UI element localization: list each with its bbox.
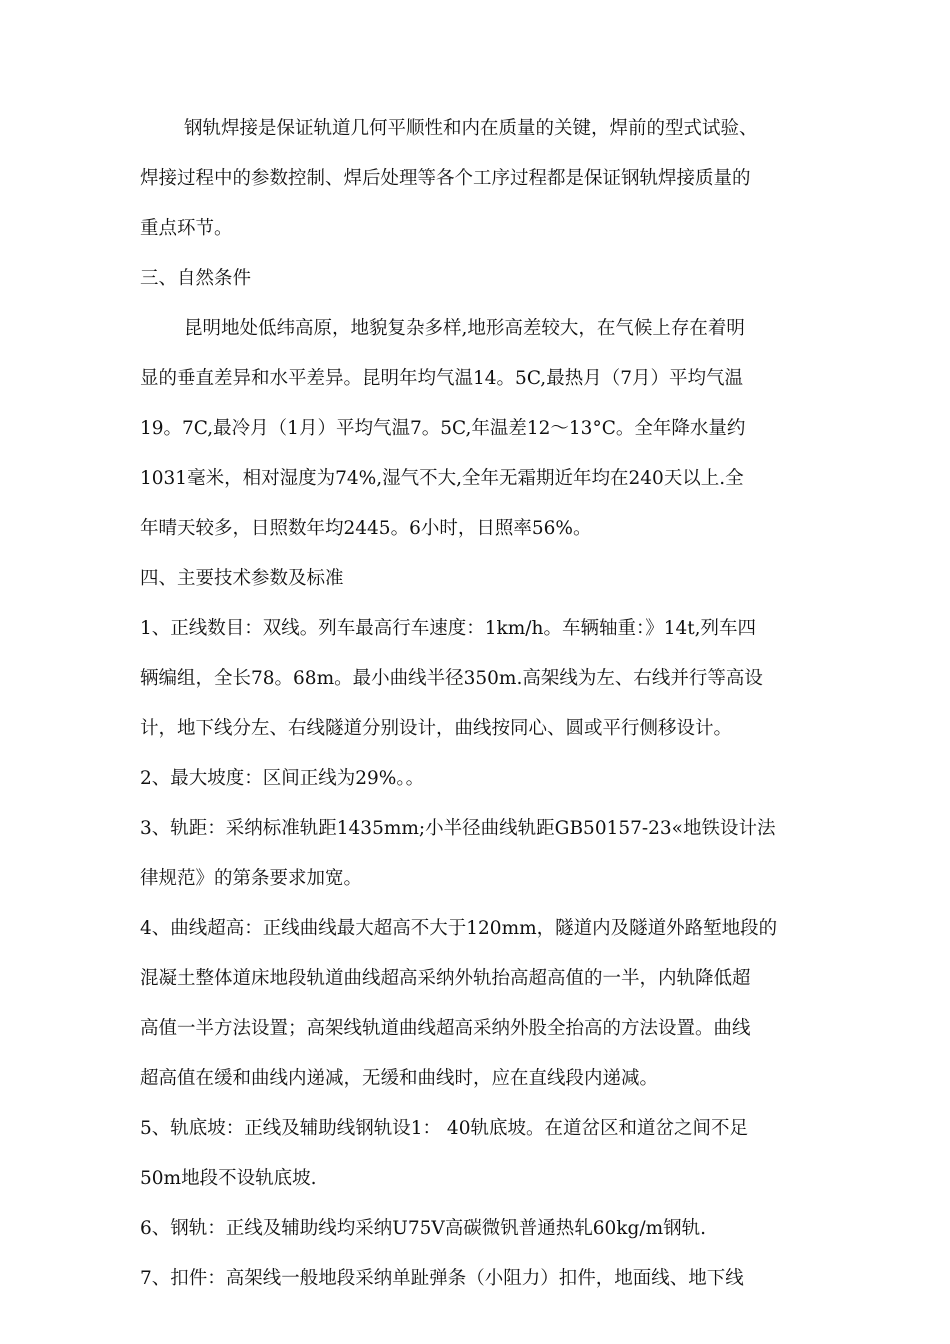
text-line: 混凝土整体道床地段轨道曲线超高采纳外轨抬高超高值的一半，内轨降低超 — [140, 968, 751, 989]
text-line: 4、曲线超高：正线曲线最大超高不大于120mm，隧道内及隧道外路堑地段的 — [140, 918, 778, 939]
text-line: 超高值在缓和曲线内递减，无缓和曲线时，应在直线段内递减。 — [140, 1068, 659, 1089]
text-line: 重点环节。 — [140, 218, 233, 239]
text-line: 1031毫米，相对湿度为74%,湿气不大,全年无霜期近年均在240天以上.全 — [140, 468, 744, 489]
text-line: 四、主要技术参数及标准 — [140, 568, 344, 589]
text-line: 7、扣件：高架线一般地段采纳单趾弹条（小阻力）扣件，地面线、地下线 — [140, 1268, 744, 1289]
text-line: 6、钢轨：正线及辅助线均采纳U75V高碳微钒普通热轧60kg/m钢轨. — [140, 1218, 707, 1239]
text-line: 19。7C,最冷月（1月）平均气温7。5C,年温差12〜13°C。全年降水量约 — [140, 418, 746, 439]
text-line: 高值一半方法设置；高架线轨道曲线超高采纳外股全抬高的方法设置。曲线 — [140, 1018, 751, 1039]
text-line: 1、正线数目：双线。列车最高行车速度：1km/h。车辆轴重：》14t,列车四 — [140, 618, 757, 639]
text-line: 年晴天较多，日照数年均2445。6小时，日照率56%。 — [140, 518, 592, 539]
text-line: 2、最大坡度：区间正线为29%。。 — [140, 768, 425, 789]
text-line: 昆明地处低纬高原，地貌复杂多样,地形高差较大，在气候上存在着明 — [184, 318, 745, 339]
text-line: 50m地段不设轨底坡. — [140, 1168, 317, 1189]
text-line: 显的垂直差异和水平差异。昆明年均气温14。5C,最热月（7月）平均气温 — [140, 368, 743, 389]
text-line: 律规范》的第条要求加宽。 — [140, 868, 363, 889]
text-line: 辆编组，全长78。68m。最小曲线半径350m.高架线为左、右线并行等高设 — [140, 668, 763, 689]
text-line: 计，地下线分左、右线隧道分别设计，曲线按同心、圆或平行侧移设计。 — [140, 718, 733, 739]
text-line: 三、自然条件 — [140, 268, 252, 289]
text-line: 5、轨底坡：正线及辅助线钢轨设1： 40轨底坡。在道岔区和道岔之间不足 — [140, 1118, 748, 1139]
document-body — [140, 104, 820, 1304]
text-line: 焊接过程中的参数控制、焊后处理等各个工序过程都是保证钢轨焊接质量的 — [140, 168, 751, 189]
text-line: 3、轨距：采纳标准轨距1435mm;小半径曲线轨距GB50157-23«地铁设计法 — [140, 818, 776, 839]
text-line: 钢轨焊接是保证轨道几何平顺性和内在质量的关键，焊前的型式试验、 — [184, 118, 758, 139]
